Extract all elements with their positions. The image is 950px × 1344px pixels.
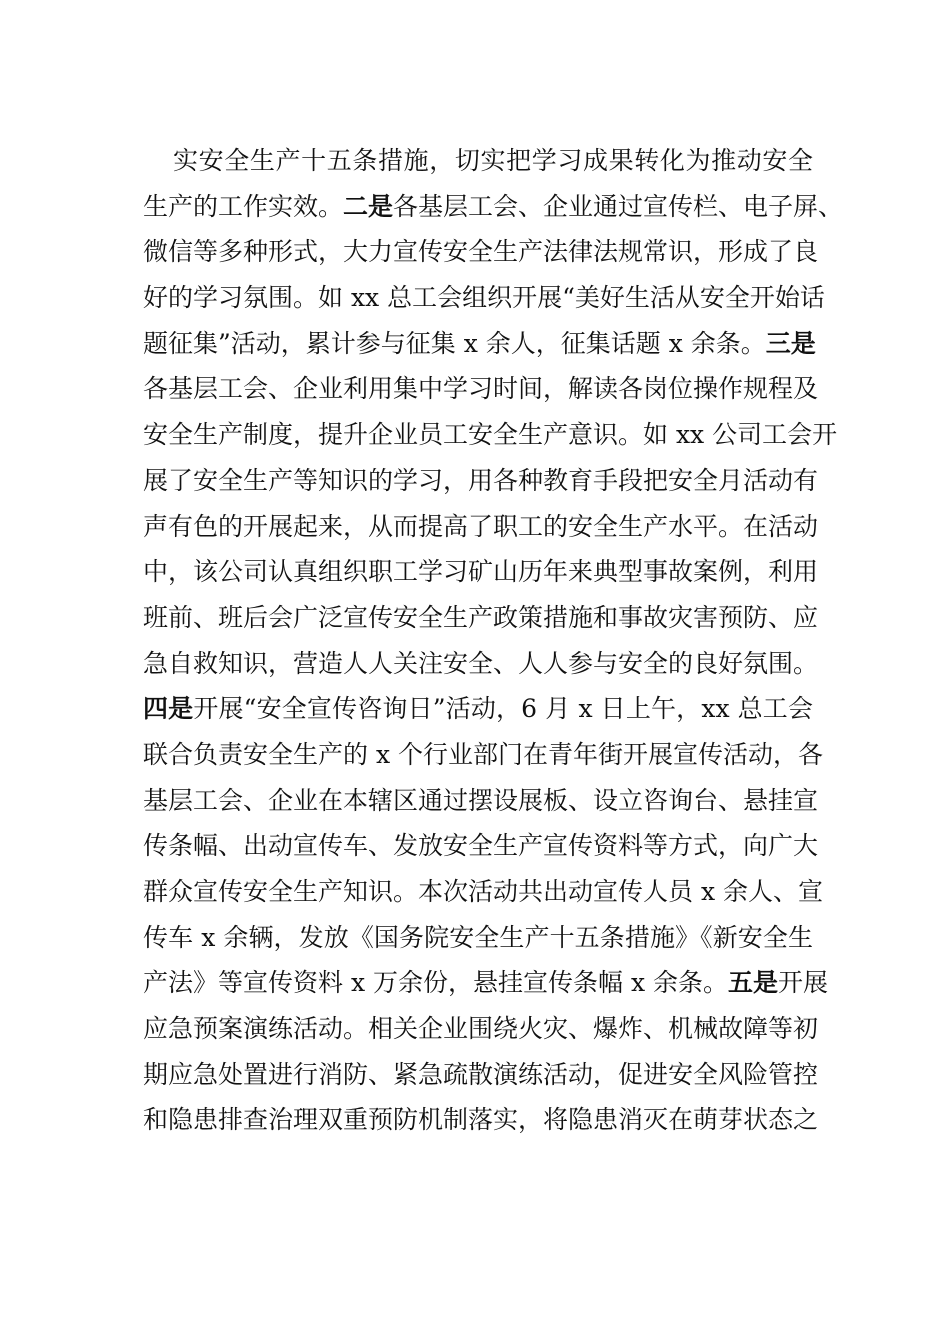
text-line xyxy=(143,1006,819,1052)
text-line xyxy=(143,1097,819,1143)
text-run: 应急预案演练活动。相关企业围绕火灾、爆炸、机械故障等初 xyxy=(143,1014,819,1044)
emphasis-marker: 五是 xyxy=(728,968,779,998)
text-line xyxy=(143,686,813,732)
text-line xyxy=(143,321,816,367)
text-line xyxy=(143,138,813,184)
text-line xyxy=(143,778,819,824)
text-line xyxy=(143,549,819,595)
text-run: 群众宣传安全生产知识。本次活动共出动宣传人员 x 余人、宣 xyxy=(143,877,823,906)
text-line xyxy=(143,275,825,321)
text-run: 和隐患排查治理双重预防机制落实，将隐患消灭在萌芽状态之 xyxy=(143,1105,819,1135)
emphasis-marker: 四是 xyxy=(143,694,194,724)
text-run: 声有色的开展起来，从而提高了职工的安全生产水平。在活动 xyxy=(143,511,819,541)
text-line xyxy=(143,732,823,778)
body-paragraph xyxy=(143,138,844,1143)
text-line xyxy=(143,595,819,641)
text-line xyxy=(143,1052,819,1098)
text-run: 联合负责安全生产的 x 个行业部门在青年街开展宣传活动，各 xyxy=(143,739,823,769)
text-line xyxy=(143,641,819,687)
text-line xyxy=(143,823,819,869)
text-line xyxy=(143,184,844,230)
text-run: 开展“安全宣传咨询日”活动，6 月 x 日上午，xx 总工会 xyxy=(193,694,813,724)
text-run: 产法》等宣传资料 x 万余份，悬挂宣传条幅 x 余条。 xyxy=(143,968,728,998)
text-run: 开展 xyxy=(778,968,829,998)
text-line xyxy=(143,412,838,458)
emphasis-marker: 三是 xyxy=(765,328,816,358)
text-run: 实安全生产十五条措施，切实把学习成果转化为推动安全 xyxy=(173,146,813,175)
text-run: 各基层工会、企业通过宣传栏、电子屏、 xyxy=(393,191,844,221)
text-run: 中，该公司认真组织职工学习矿山历年来典型事故案例，利用 xyxy=(143,557,819,587)
text-run: 班前、班后会广泛宣传安全生产政策措施和事故灾害预防、应 xyxy=(143,602,819,632)
text-run: 基层工会、企业在本辖区通过摆设展板、设立咨询台、悬挂宣 xyxy=(143,785,819,815)
text-run: 生产的工作实效。 xyxy=(143,191,344,221)
text-run: 各基层工会、企业利用集中学习时间，解读各岗位操作规程及 xyxy=(143,374,819,404)
text-line xyxy=(143,915,813,961)
text-run: 微信等多种形式，大力宣传安全生产法律法规常识，形成了良 xyxy=(143,237,819,267)
text-line xyxy=(143,869,823,915)
text-line xyxy=(143,458,819,504)
text-run: 传条幅、出动宣传车、发放安全生产宣传资料等方式，向广大 xyxy=(143,831,819,861)
text-line xyxy=(143,504,819,550)
text-line xyxy=(143,960,829,1006)
text-run: 安全生产制度，提升企业员工安全生产意识。如 xx 公司工会开 xyxy=(143,420,838,450)
text-run: 展了安全生产等知识的学习，用各种教育手段把安全月活动有 xyxy=(143,465,819,495)
emphasis-marker: 二是 xyxy=(343,191,394,221)
text-run: 传车 x 余辆，发放《国务院安全生产十五条措施》《新安全生 xyxy=(143,922,813,952)
text-run: 急自救知识，营造人人关注安全、人人参与安全的良好氛围。 xyxy=(143,648,819,678)
text-line xyxy=(143,229,819,275)
text-run: 题征集”活动，累计参与征集 x 余人，征集话题 x 余条。 xyxy=(143,328,766,358)
text-line xyxy=(143,366,819,412)
text-run: 期应急处置进行消防、紧急疏散演练活动，促进安全风险管控 xyxy=(143,1059,819,1089)
text-run: 好的学习氛围。如 xx 总工会组织开展“美好生活从安全开始话 xyxy=(143,283,825,313)
